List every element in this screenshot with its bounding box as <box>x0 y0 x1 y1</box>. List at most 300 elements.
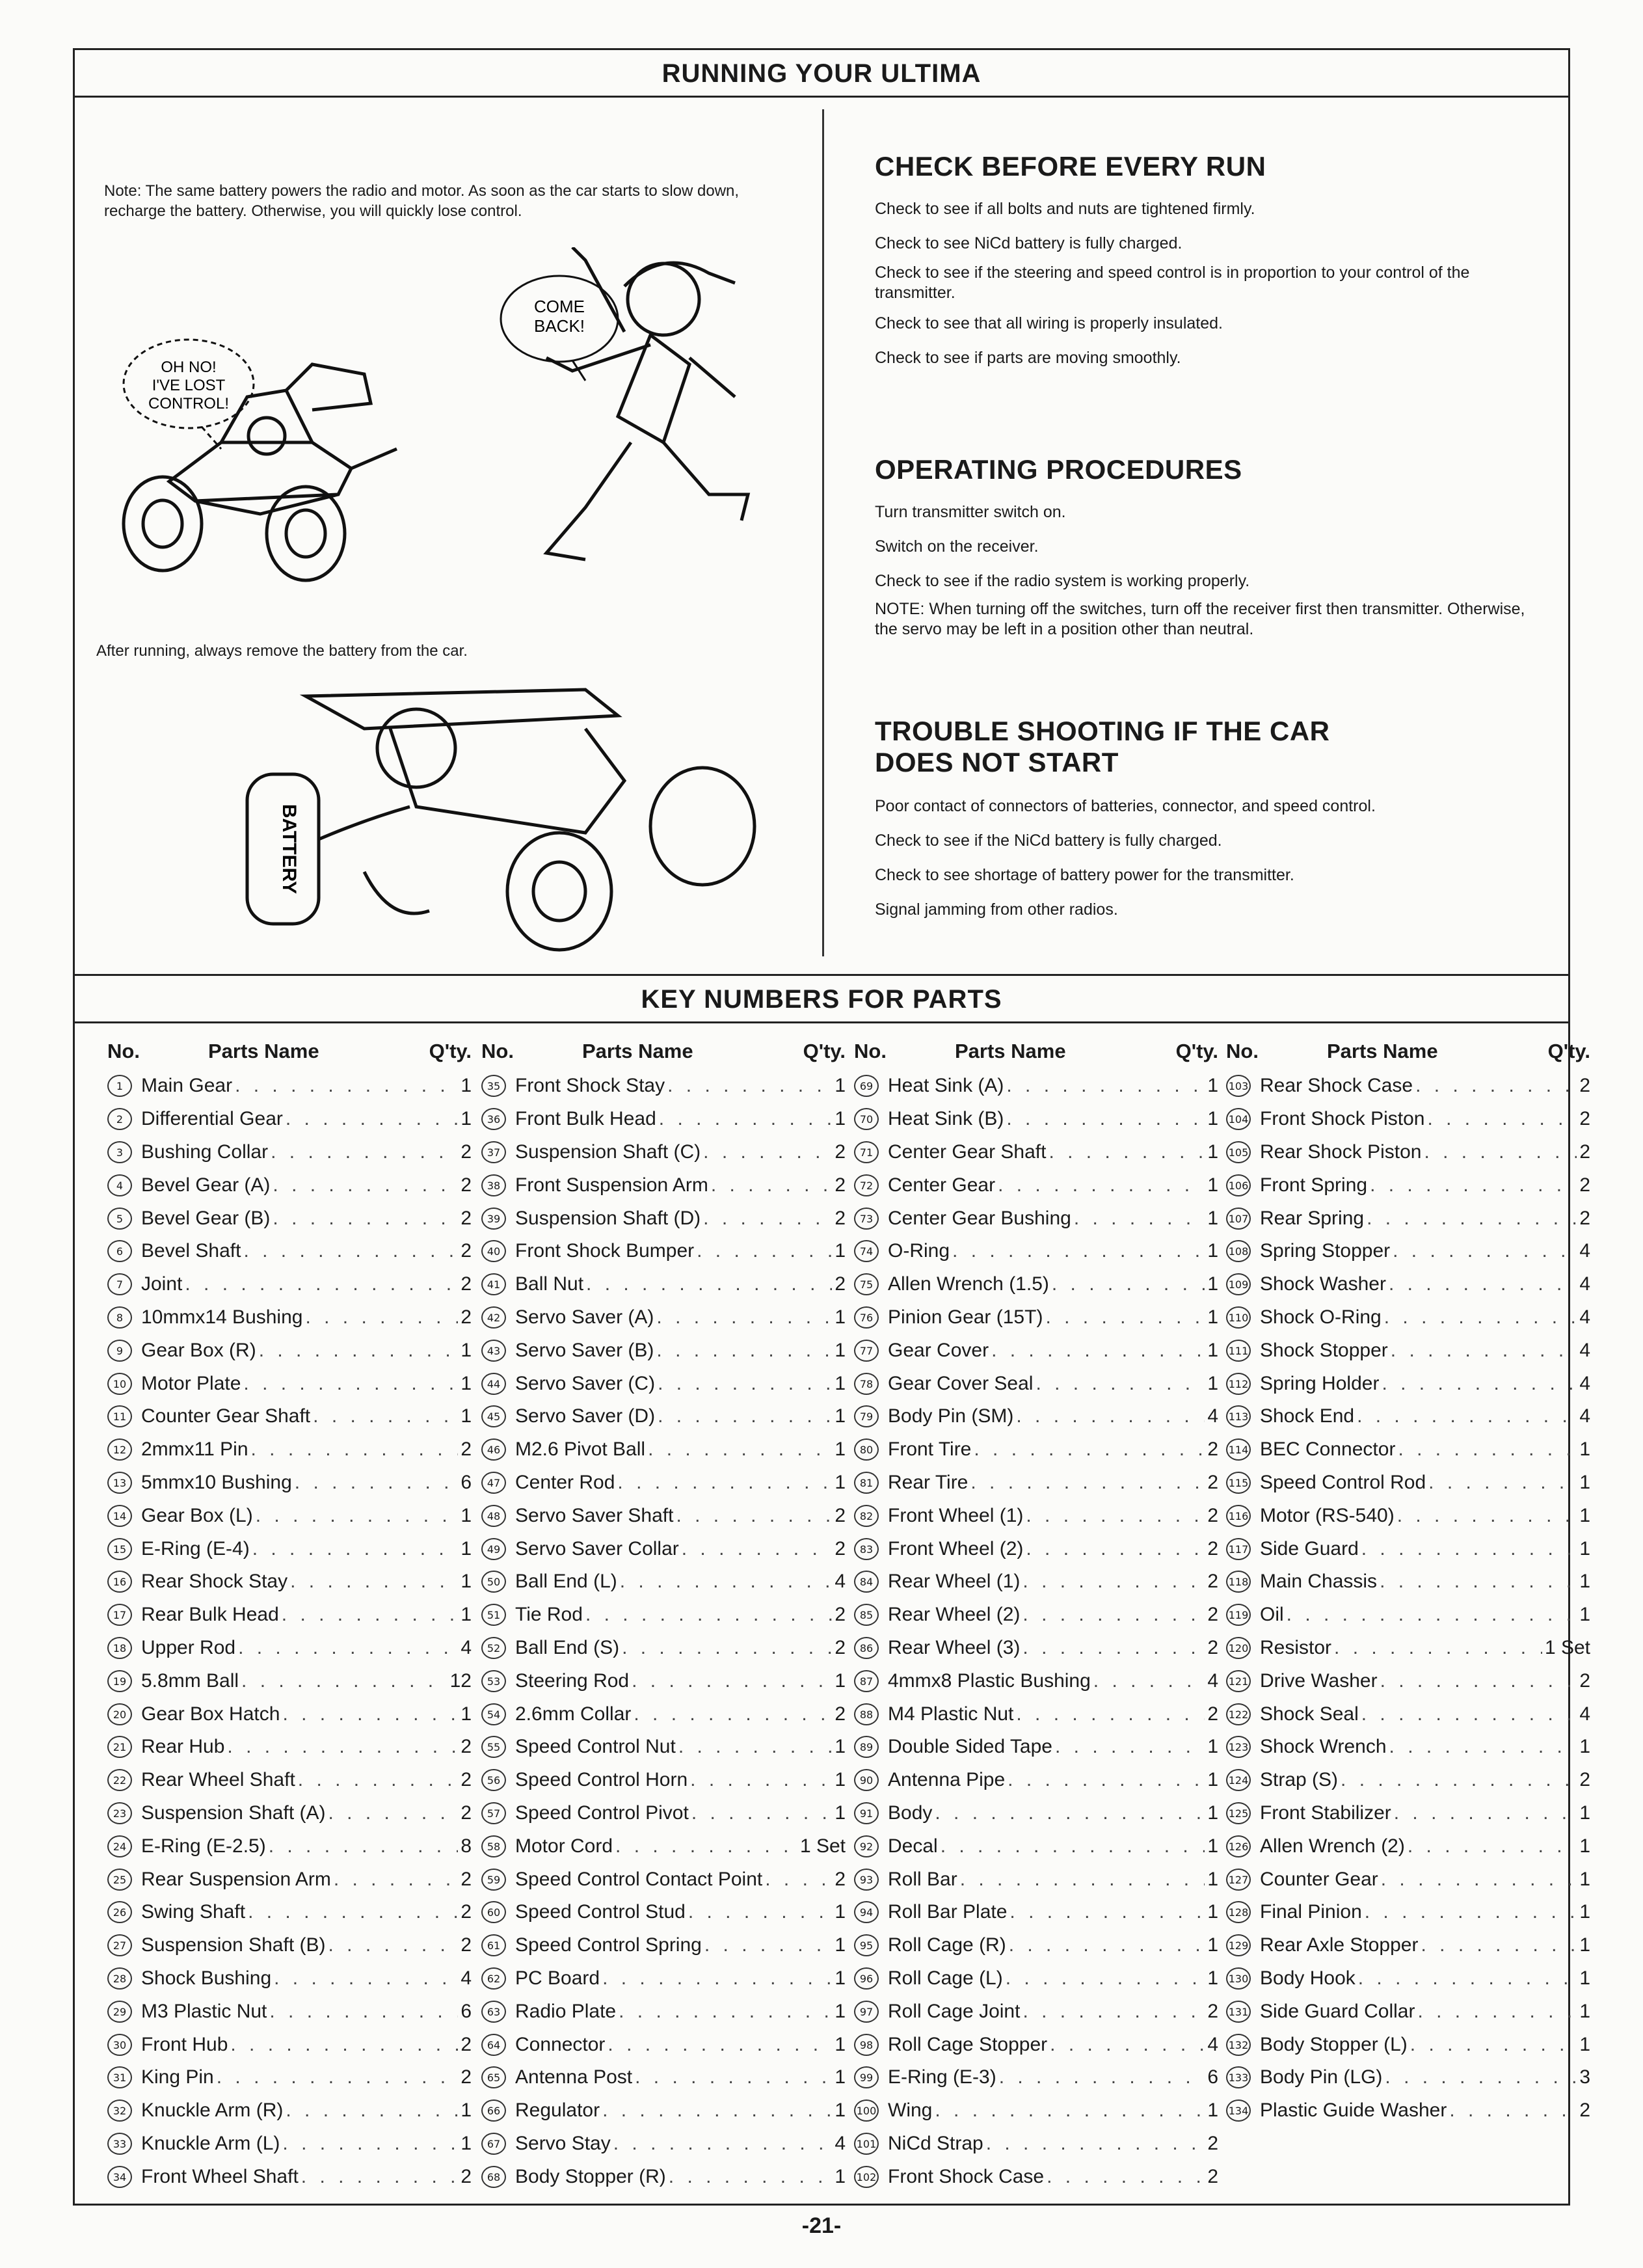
part-row <box>1226 1929 1590 1962</box>
leader-dots <box>658 1373 832 1395</box>
part-qty: 1 <box>835 1405 846 1427</box>
part-number: 133 <box>1226 2066 1251 2088</box>
part-row <box>854 1136 1218 1169</box>
part-qty: 2 <box>1207 2132 1218 2154</box>
leader-dots <box>682 1538 833 1560</box>
part-row <box>1226 1664 1590 1697</box>
leader-dots <box>935 2099 1205 2122</box>
part-qty: 2 <box>1207 1703 1218 1725</box>
part-qty: 4 <box>1579 1372 1590 1394</box>
leader-dots <box>1006 1967 1205 1990</box>
part-row <box>481 1532 846 1565</box>
part-row <box>854 1235 1218 1268</box>
after-run-note: After running, always remove the battery from the car. <box>96 642 468 660</box>
part-qty: 1 <box>461 1604 472 1626</box>
leader-dots <box>1047 2166 1205 2188</box>
leader-dots <box>656 1340 832 1362</box>
part-qty: 1 <box>1207 1868 1218 1890</box>
part-qty: 4 <box>1207 1405 1218 1427</box>
part-number: 105 <box>1226 1141 1251 1163</box>
part-name: Body Stopper (L) <box>1260 2033 1408 2055</box>
part-qty: 1 <box>1207 1108 1218 1130</box>
part-qty: 1 <box>835 1967 846 1989</box>
part-name: Front Wheel (1) <box>888 1504 1024 1526</box>
part-name: Center Gear Shaft <box>888 1141 1047 1163</box>
part-qty: 1 <box>1207 1769 1218 1791</box>
header-name: Parts Name <box>1327 1040 1438 1062</box>
part-number: 62 <box>481 1967 506 1990</box>
part-qty: 1 <box>1579 1934 1590 1956</box>
part-qty: 1 <box>835 1471 846 1493</box>
part-number: 74 <box>854 1240 879 1262</box>
part-number: 120 <box>1226 1637 1251 1659</box>
part-qty: 2 <box>835 1273 846 1295</box>
leader-dots <box>1045 1306 1205 1329</box>
part-qty: 2 <box>1207 2000 1218 2022</box>
part-name: Servo Saver (D) <box>515 1405 656 1427</box>
part-row <box>481 1863 846 1896</box>
part-row <box>107 1863 472 1896</box>
leader-dots <box>1022 1571 1205 1593</box>
part-name: Body Hook <box>1260 1967 1356 1989</box>
part-row <box>107 2028 472 2061</box>
part-name: Rear Wheel (1) <box>888 1571 1021 1593</box>
car-chase-illustration <box>91 247 768 612</box>
leader-dots <box>1016 1405 1205 1427</box>
part-name: Gear Box (R) <box>141 1339 256 1361</box>
header-qty: Q'ty. <box>1547 1040 1590 1062</box>
part-name: Motor (RS-540) <box>1260 1504 1395 1526</box>
part-name: Regulator <box>515 2099 600 2122</box>
part-number: 5 <box>107 1208 132 1230</box>
part-name: Center Gear <box>888 1174 996 1196</box>
part-name: Knuckle Arm (R) <box>141 2099 284 2122</box>
part-name: M4 Plastic Nut <box>888 1703 1014 1725</box>
leader-dots <box>622 1637 832 1659</box>
leader-dots <box>632 1670 832 1692</box>
page-number: -21- <box>801 2213 842 2238</box>
leader-dots <box>585 1604 832 1626</box>
part-qty: 2 <box>461 1240 472 1262</box>
part-qty: 2 <box>461 2066 472 2088</box>
part-number: 108 <box>1226 1240 1251 1262</box>
part-name: Shock O-Ring <box>1260 1306 1382 1328</box>
part-name: Shock Seal <box>1260 1703 1359 1725</box>
part-name: PC Board <box>515 1967 600 1989</box>
part-qty: 2 <box>1207 1604 1218 1626</box>
part-number: 2 <box>107 1108 132 1130</box>
part-qty: 1 <box>835 1339 846 1361</box>
part-row <box>1226 1202 1590 1235</box>
part-row <box>107 1995 472 2028</box>
part-name: Rear Wheel Shaft <box>141 1769 295 1791</box>
leader-dots <box>1410 2034 1577 2056</box>
part-qty: 4 <box>1579 1306 1590 1328</box>
part-row <box>1226 2094 1590 2127</box>
part-qty: 2 <box>835 1703 846 1725</box>
part-number: 97 <box>854 2001 879 2023</box>
part-number: 52 <box>481 1637 506 1659</box>
part-row <box>481 1301 846 1334</box>
part-number: 48 <box>481 1505 506 1527</box>
leader-dots <box>1398 1438 1577 1461</box>
part-number: 109 <box>1226 1273 1251 1295</box>
part-number: 86 <box>854 1637 879 1659</box>
part-name: 2mmx11 Pin <box>141 1438 248 1461</box>
part-name: Antenna Post <box>515 2066 633 2088</box>
part-number: 69 <box>854 1075 879 1097</box>
part-qty: 2 <box>461 1438 472 1461</box>
leader-dots <box>282 1604 459 1626</box>
part-row <box>1226 1532 1590 1565</box>
part-qty: 2 <box>835 1537 846 1559</box>
leader-dots <box>274 1967 458 1990</box>
parts-list <box>854 1070 1218 2193</box>
part-row <box>1226 1400 1590 1433</box>
part-row <box>107 1202 472 1235</box>
part-row <box>1226 1829 1590 1863</box>
leader-dots <box>269 2001 458 2023</box>
part-name: Radio Plate <box>515 2000 617 2022</box>
leader-dots <box>960 1869 1205 1891</box>
part-number: 106 <box>1226 1174 1251 1196</box>
leader-dots <box>704 1934 832 1956</box>
header-qty: Q'ty. <box>803 1040 846 1062</box>
part-name: Roll Bar Plate <box>888 1901 1008 1923</box>
battery-note: Note: The same battery powers the radio and motor. As soon as the car starts to slow down, recharge the battery. Otherwise, you will quickly lose control. <box>104 182 740 220</box>
part-name: Final Pinion <box>1260 1901 1362 1923</box>
leader-dots <box>1370 1174 1577 1196</box>
part-number: 90 <box>854 1769 879 1791</box>
part-qty: 1 <box>1207 1901 1218 1923</box>
leader-dots <box>1016 1703 1205 1725</box>
part-row <box>107 1532 472 1565</box>
leader-dots <box>334 1869 459 1891</box>
part-qty: 1 <box>1579 2033 1590 2055</box>
part-number: 113 <box>1226 1405 1251 1427</box>
part-number: 41 <box>481 1273 506 1295</box>
part-number: 60 <box>481 1901 506 1923</box>
leader-dots <box>301 2166 459 2188</box>
part-name: Servo Stay <box>515 2132 611 2154</box>
part-qty: 2 <box>1207 1571 1218 1593</box>
part-name: Suspension Shaft (A) <box>141 1802 326 1824</box>
part-qty: 4 <box>461 1636 472 1658</box>
part-row <box>1226 1301 1590 1334</box>
part-row <box>107 1136 472 1169</box>
part-number: 66 <box>481 2099 506 2122</box>
leader-dots <box>635 2066 832 2088</box>
part-name: Allen Wrench (1.5) <box>888 1273 1049 1295</box>
part-qty: 2 <box>835 1868 846 1890</box>
part-name: Rear Wheel (2) <box>888 1604 1021 1626</box>
part-number: 79 <box>854 1405 879 1427</box>
operating-procedures-list <box>875 502 1532 654</box>
part-name: Front Hub <box>141 2033 228 2055</box>
operating-procedures-title: OPERATING PROCEDURES <box>875 454 1242 485</box>
leader-dots <box>986 2133 1205 2155</box>
part-qty: 2 <box>1207 2165 1218 2187</box>
part-qty: 1 <box>1207 1141 1218 1163</box>
part-number: 71 <box>854 1141 879 1163</box>
part-qty: 1 <box>835 2099 846 2122</box>
part-qty: 1 <box>1579 1537 1590 1559</box>
part-qty: 2 <box>461 2033 472 2055</box>
part-row <box>481 1829 846 1863</box>
leader-dots <box>1449 2099 1577 2122</box>
part-name: Differential Gear <box>141 1108 283 1130</box>
part-name: Body Stopper (R) <box>515 2165 666 2187</box>
part-number: 68 <box>481 2166 506 2188</box>
part-name: Side Guard <box>1260 1537 1359 1559</box>
part-name: King Pin <box>141 2066 214 2088</box>
leader-dots <box>238 1637 458 1659</box>
part-row <box>107 2127 472 2161</box>
battery-removal-illustration <box>221 677 768 956</box>
part-row <box>481 1797 846 1830</box>
part-qty: 2 <box>461 1868 472 1890</box>
part-name: Rear Bulk Head <box>141 1604 279 1626</box>
leader-dots <box>703 1208 832 1230</box>
part-number: 89 <box>854 1736 879 1758</box>
leader-dots <box>227 1736 458 1758</box>
part-name: Resistor <box>1260 1636 1332 1658</box>
leader-dots <box>711 1174 833 1196</box>
part-number: 112 <box>1226 1373 1251 1395</box>
part-row <box>1226 1962 1590 1995</box>
part-number: 70 <box>854 1108 879 1130</box>
leader-dots <box>290 1571 458 1593</box>
part-number: 131 <box>1226 2001 1251 2023</box>
part-row <box>854 2094 1218 2127</box>
part-qty: 2 <box>1207 1471 1218 1493</box>
part-name: Front Tire <box>888 1438 972 1461</box>
part-number: 107 <box>1226 1208 1251 1230</box>
parts-column-header <box>481 1031 846 1070</box>
part-qty: 4 <box>1207 1669 1218 1692</box>
leader-dots <box>952 1240 1205 1262</box>
part-name: Roll Cage Stopper <box>888 2033 1048 2055</box>
leader-dots <box>991 1340 1205 1362</box>
part-qty: 2 <box>1579 1669 1590 1692</box>
leader-dots <box>1380 1670 1577 1692</box>
part-qty: 1 <box>1207 1802 1218 1824</box>
part-row <box>481 1764 846 1797</box>
part-qty: 2 <box>461 1802 472 1824</box>
leader-dots <box>1389 1736 1577 1758</box>
part-name: Knuckle Arm (L) <box>141 2132 280 2154</box>
part-row <box>1226 1565 1590 1599</box>
leader-dots <box>248 1901 458 1923</box>
part-name: Body <box>888 1802 933 1824</box>
part-number: 99 <box>854 2066 879 2088</box>
leader-dots <box>1385 2066 1577 2088</box>
part-name: Steering Rod <box>515 1669 630 1692</box>
part-name: Front Shock Bumper <box>515 1240 695 1262</box>
leader-dots <box>1417 2001 1577 2023</box>
part-name: Front Wheel (2) <box>888 1537 1024 1559</box>
parts-column-3 <box>854 1031 1218 2193</box>
part-row <box>481 2127 846 2161</box>
part-row <box>481 2028 846 2061</box>
part-number: 78 <box>854 1373 879 1395</box>
part-number: 124 <box>1226 1769 1251 1791</box>
part-name: O-Ring <box>888 1240 950 1262</box>
part-name: Motor Plate <box>141 1372 241 1394</box>
part-qty: 2 <box>1579 1769 1590 1791</box>
part-row <box>854 1632 1218 1665</box>
part-name: Front Bulk Head <box>515 1108 656 1130</box>
part-number: 9 <box>107 1340 132 1362</box>
part-number: 104 <box>1226 1108 1251 1130</box>
part-number: 49 <box>481 1538 506 1560</box>
part-number: 75 <box>854 1273 879 1295</box>
part-number: 82 <box>854 1505 879 1527</box>
part-name: Rear Spring <box>1260 1207 1365 1229</box>
part-number: 15 <box>107 1538 132 1560</box>
leader-dots <box>656 1306 832 1329</box>
part-number: 134 <box>1226 2099 1251 2122</box>
leader-dots <box>678 1736 833 1758</box>
part-row <box>1226 1268 1590 1301</box>
procedure-item: Turn transmitter switch on. <box>875 503 1066 521</box>
part-name: E-Ring (E-2.5) <box>141 1835 266 1857</box>
part-row <box>1226 1863 1590 1896</box>
leader-dots <box>282 2133 458 2155</box>
part-row <box>854 2061 1218 2094</box>
part-qty: 4 <box>1579 1240 1590 1262</box>
part-qty: 4 <box>835 2132 846 2154</box>
part-name: Rear Tire <box>888 1471 968 1493</box>
leader-dots <box>613 2133 833 2155</box>
part-number: 110 <box>1226 1306 1251 1329</box>
leader-dots <box>1334 1637 1542 1659</box>
part-qty: 1 <box>461 1372 472 1394</box>
part-name: Rear Suspension Arm <box>141 1868 331 1890</box>
part-row <box>481 1202 846 1235</box>
leader-dots <box>1381 1869 1577 1891</box>
part-name: Servo Saver (A) <box>515 1306 654 1328</box>
part-name: Shock Bushing <box>141 1967 272 1989</box>
part-row <box>481 1731 846 1764</box>
part-name: BEC Connector <box>1260 1438 1396 1461</box>
part-number: 116 <box>1226 1505 1251 1527</box>
part-qty: 1 <box>835 2000 846 2022</box>
part-row <box>854 1599 1218 1632</box>
header-qty: Q'ty. <box>429 1040 472 1062</box>
part-qty: 1 <box>1579 1438 1590 1461</box>
part-row <box>854 1863 1218 1896</box>
part-number: 19 <box>107 1670 132 1692</box>
part-row <box>481 1466 846 1500</box>
leader-dots <box>648 1438 832 1461</box>
part-name: Speed Control Pivot <box>515 1802 689 1824</box>
leader-dots <box>1391 1340 1577 1362</box>
part-name: Shock Washer <box>1260 1273 1386 1295</box>
leader-dots <box>298 1769 459 1791</box>
leader-dots <box>1287 1604 1577 1626</box>
part-name: Front Shock Stay <box>515 1075 665 1097</box>
part-row <box>107 1334 472 1367</box>
part-qty: 2 <box>461 1934 472 1956</box>
leader-dots <box>286 1108 458 1130</box>
part-number: 84 <box>854 1571 879 1593</box>
part-qty: 1 <box>461 1339 472 1361</box>
leader-dots <box>974 1438 1205 1461</box>
part-number: 8 <box>107 1306 132 1329</box>
part-name: Bushing Collar <box>141 1141 269 1163</box>
part-qty: 1 <box>835 2033 846 2055</box>
part-name: Oil <box>1260 1604 1284 1626</box>
part-row <box>854 1962 1218 1995</box>
leader-dots <box>667 1075 832 1097</box>
part-qty: 2 <box>835 1636 846 1658</box>
part-qty: 2 <box>461 1769 472 1791</box>
part-qty: 1 <box>835 1240 846 1262</box>
part-row <box>481 1235 846 1268</box>
part-name: Speed Control Spring <box>515 1934 702 1956</box>
part-number: 13 <box>107 1472 132 1494</box>
leader-dots <box>1093 1670 1205 1692</box>
leader-dots <box>243 1240 458 1262</box>
part-number: 93 <box>854 1869 879 1891</box>
part-name: Ball End (S) <box>515 1636 620 1658</box>
part-number: 1 <box>107 1075 132 1097</box>
part-row <box>107 1400 472 1433</box>
part-number: 27 <box>107 1934 132 1956</box>
part-row <box>1226 2061 1590 2094</box>
part-row <box>481 1268 846 1301</box>
check-item: Check to see NiCd battery is fully charged. <box>875 234 1182 252</box>
part-name: Upper Rod <box>141 1636 236 1658</box>
part-qty: 2 <box>835 1174 846 1196</box>
check-before-run-title: CHECK BEFORE EVERY RUN <box>875 151 1266 182</box>
part-name: 5mmx10 Bushing <box>141 1471 292 1493</box>
leader-dots <box>185 1273 458 1295</box>
leader-dots <box>273 1208 458 1230</box>
part-row <box>107 1499 472 1532</box>
part-number: 53 <box>481 1670 506 1692</box>
leader-dots <box>271 1141 458 1163</box>
part-qty: 2 <box>835 1207 846 1229</box>
part-number: 87 <box>854 1670 879 1692</box>
part-number: 61 <box>481 1934 506 1956</box>
leader-dots <box>1009 1934 1205 1956</box>
parts-column-header <box>107 1031 472 1070</box>
leader-dots <box>252 1538 459 1560</box>
part-name: Ball Nut <box>515 1273 584 1295</box>
leader-dots <box>1022 1637 1205 1659</box>
part-name: Speed Control Stud <box>515 1901 686 1923</box>
leader-dots <box>1361 1538 1577 1560</box>
part-row <box>481 1896 846 1929</box>
parts-column-header <box>1226 1031 1590 1070</box>
leader-dots <box>1393 1240 1577 1262</box>
part-qty: 1 Set <box>799 1835 846 1857</box>
part-number: 96 <box>854 1967 879 1990</box>
part-qty: 1 <box>1207 1967 1218 1989</box>
leader-dots <box>286 2099 458 2122</box>
leader-dots <box>703 1141 832 1163</box>
part-qty: 2 <box>461 2165 472 2187</box>
part-name: Decal <box>888 1835 938 1857</box>
part-row <box>1226 1136 1590 1169</box>
part-qty: 1 <box>1207 1339 1218 1361</box>
part-number: 129 <box>1226 1934 1251 1956</box>
leader-dots <box>620 1571 833 1593</box>
part-qty: 6 <box>1207 2066 1218 2088</box>
procedure-item: Switch on the receiver. <box>875 537 1039 556</box>
